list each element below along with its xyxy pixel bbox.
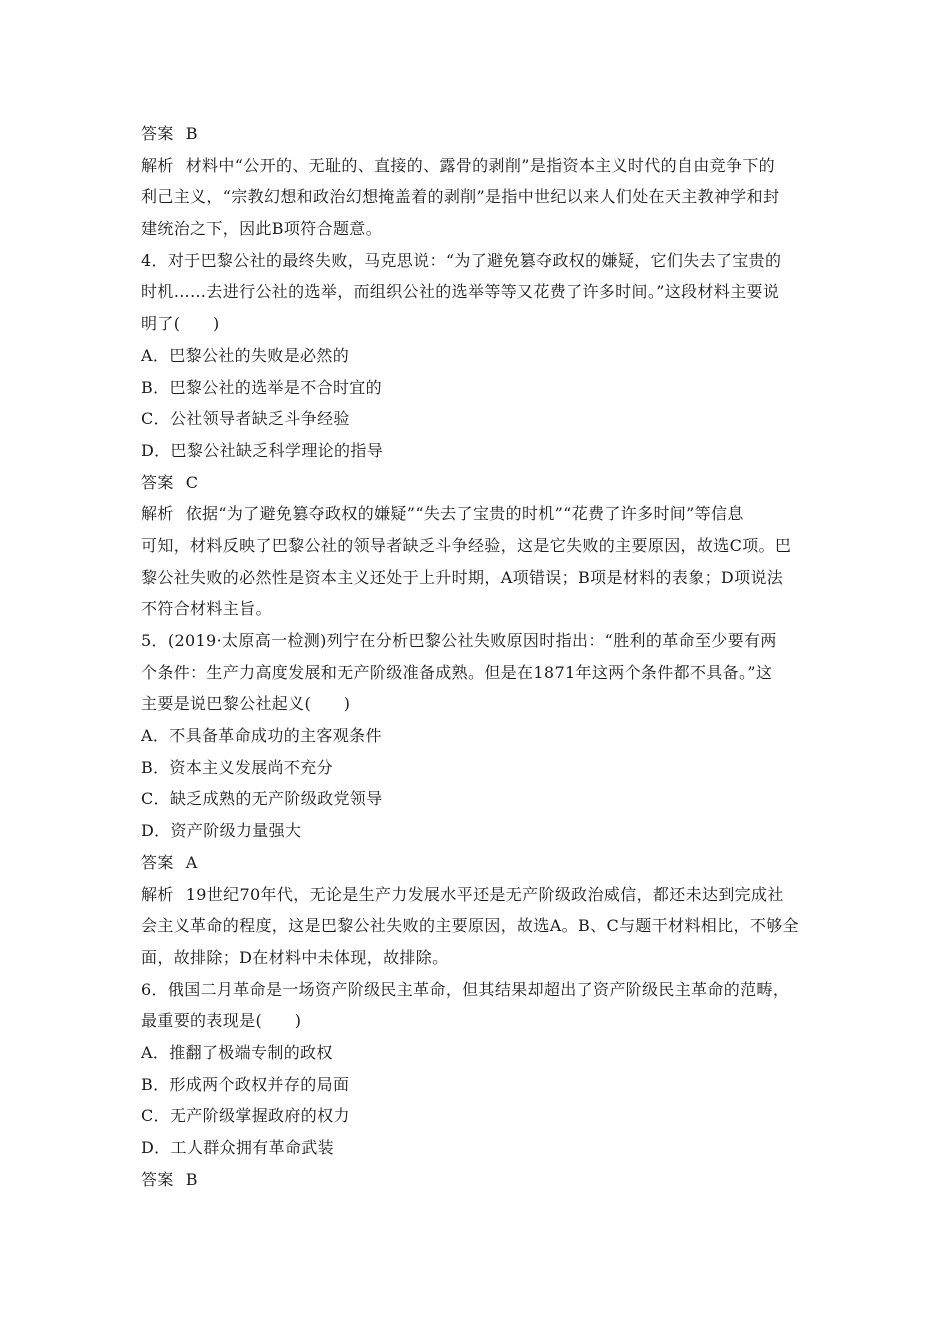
analysis-text: 面，故排除；D在材料中未体现，故排除。 [141, 947, 449, 967]
answer-value: C [185, 472, 199, 492]
option-item: D．工人群众拥有革命武装 [141, 1138, 335, 1157]
option-item: B．巴黎公社的选举是不合时宜的 [141, 377, 383, 397]
analysis-line [141, 150, 813, 182]
question-text-line: 6．俄国二月革命是一场资产阶级民主革命，但其结果却超出了资产阶级民主革命的范畴， [141, 979, 790, 999]
analysis-line [141, 181, 813, 213]
answer-label: 答案 [141, 472, 174, 492]
analysis-text: 依据“为了避免篡夺政权的嫌疑”“失去了宝贵的时机”“花费了许多时间”等信息 [185, 504, 744, 524]
option-item: D．资产阶级力量强大 [141, 821, 302, 841]
analysis-text: 利己主义，“宗教幻想和政治幻想掩盖着的剥削”是指中世纪以来人们处在天主教神学和封 [141, 187, 780, 207]
option-item: C．缺乏成熟的无产阶级政党领导 [141, 789, 383, 809]
answer-label: 答案 [141, 852, 174, 872]
answer-line [141, 467, 813, 499]
answer-value: A [185, 852, 198, 872]
analysis-label: 解析 [141, 504, 174, 524]
option-item: A．推翻了极端专制的政权 [141, 1042, 333, 1062]
answer-value: B [185, 124, 198, 143]
analysis-text: 会主义革命的程度，这是巴黎公社失败的主要原因，故选A。B、C与题干材料相比，不够全 [141, 916, 799, 936]
answer-value: B [185, 1169, 198, 1189]
document-page [141, 118, 813, 1195]
option-item: A．不具备革命成功的主客观条件 [141, 726, 382, 746]
analysis-line [141, 562, 813, 594]
question-text-line: 5．(2019·太原高一检测)列宁在分析巴黎公社失败原因时指出：“胜利的革命至少要有两 [141, 631, 777, 650]
analysis-line [141, 942, 813, 974]
question-text-line: 4．对于巴黎公社的最终失败，马克思说：“为了避免篡夺政权的嫌疑，它们失去了宝贵的 [141, 250, 782, 270]
question-text-line: 个条件：生产力高度发展和无产阶级准备成熟。但是在1871年这两个条件都不具备。”这 [141, 662, 773, 682]
option-item: B．形成两个政权并存的局面 [141, 1074, 350, 1094]
answer-line [141, 847, 813, 879]
analysis-text: 建统治之下，因此B项符合题意。 [141, 219, 383, 239]
answer-label: 答案 [141, 1169, 174, 1189]
option-item: C．公社领导者缺乏斗争经验 [141, 409, 350, 429]
analysis-line [141, 530, 813, 562]
analysis-label: 解析 [141, 155, 174, 175]
analysis-text: 19世纪70年代，无论是生产力发展水平还是无产阶级政治威信，都还未达到完成社 [185, 884, 784, 904]
question-text-line: 最重要的表现是( ) [141, 1011, 302, 1031]
option-item: D．巴黎公社缺乏科学理论的指导 [141, 440, 384, 460]
answer-line [141, 118, 813, 150]
option-item: B．资本主义发展尚不充分 [141, 757, 333, 777]
analysis-text: 材料中“公开的、无耻的、直接的、露骨的剥削”是指资本主义时代的自由竞争下的 [185, 155, 776, 175]
analysis-text: 可知，材料反映了巴黎公社的领导者缺乏斗争经验，这是它失败的主要原因，故选C项。巴 [141, 535, 792, 555]
question-text-line: 时机……去进行公社的选举，而组织公社的选举等等又花费了许多时间。”这段材料主要说 [141, 282, 780, 302]
analysis-text: 黎公社失败的必然性是资本主义还处于上升时期，A项错误；B项是材料的表象；D项说法 [141, 567, 784, 587]
option-item: C．无产阶级掌握政府的权力 [141, 1106, 350, 1126]
analysis-line [141, 498, 813, 530]
analysis-line [141, 879, 813, 911]
answer-label: 答案 [141, 124, 174, 143]
analysis-label: 解析 [141, 884, 174, 904]
option-item: A．巴黎公社的失败是必然的 [141, 345, 350, 365]
question-text-line: 主要是说巴黎公社起义( ) [141, 694, 351, 714]
analysis-line [141, 593, 813, 625]
analysis-line [141, 213, 813, 245]
analysis-text: 不符合材料主旨。 [141, 599, 272, 619]
answer-line [141, 1164, 813, 1196]
question-text-line: 明了( ) [141, 314, 220, 334]
analysis-line [141, 910, 813, 942]
